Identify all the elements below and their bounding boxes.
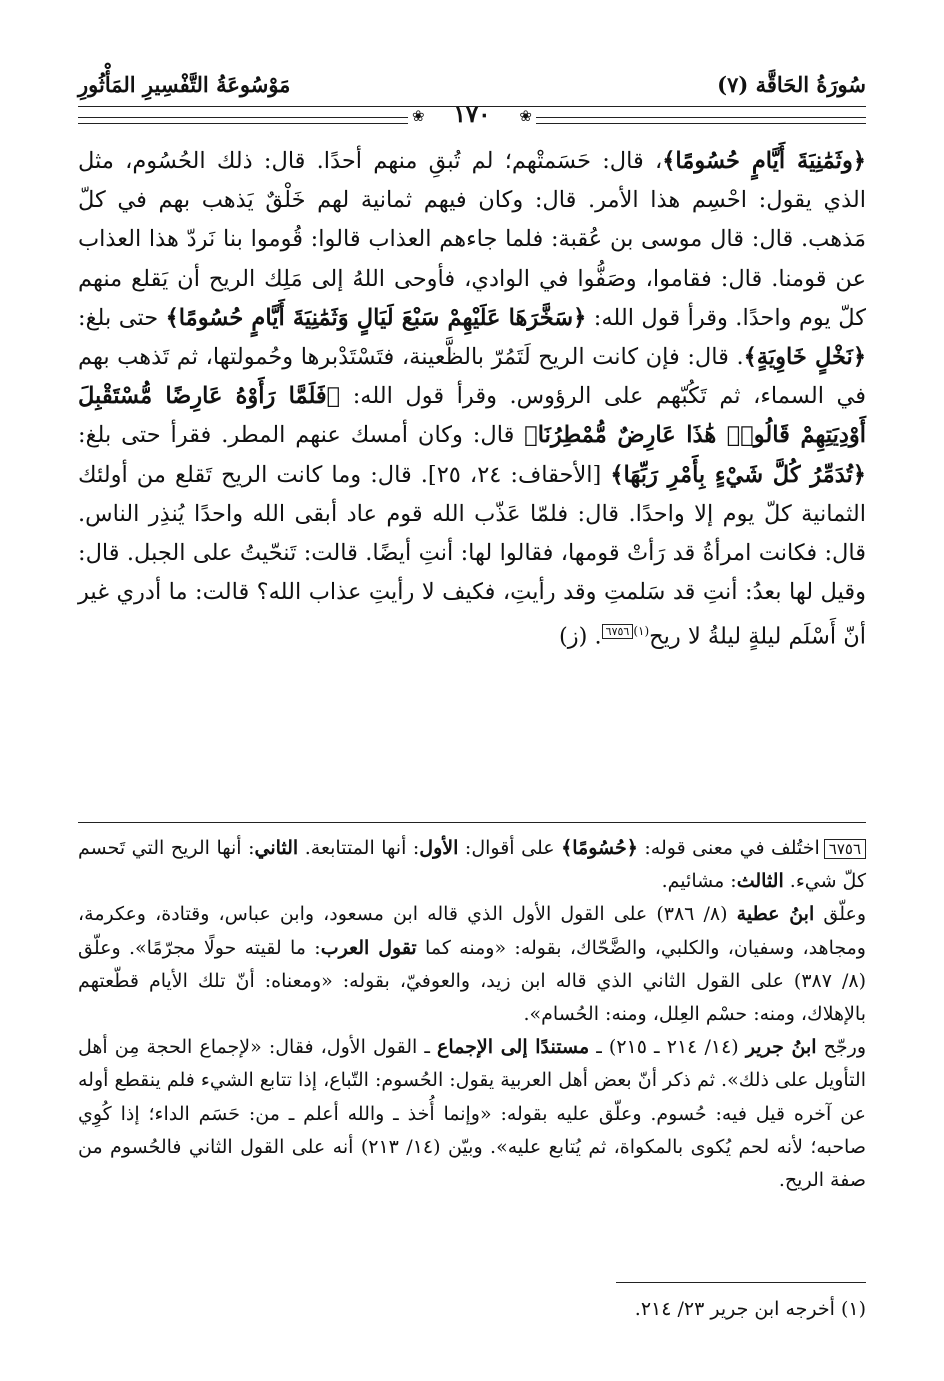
page-number-row — [78, 101, 866, 130]
text-run: ، قال: حَسَمتْهم؛ لم تُبقِ منهم أحدًا. قال: ذلك الحُسُوم، مثل الذي يقول: احْسِم هذا الأمر. قال: وكان فيهم ثمانية لهم خَلْقٌ يَذهب بهم في كلّ مَذهب. قال: قال موسى بن عُقبة: فلما جاءهم العذاب قالوا: قُوموا بنا نَردّ هذا العذاب عن قومنا. قال: فقاموا، وصَفُّوا في الوادي، فأوحى اللهُ إلى مَلِك الريح أن يَقلع منهم كلّ يوم واحدًا. وقرأ قول الله: — [78, 148, 866, 331]
main-text — [78, 142, 866, 657]
text-run: : ما لقيته حولًا مجرّمًا». وعلّق (٨/ ٣٨٧) على القول الثاني الذي قاله ابن زيد، والعوفيّ، بقوله: «ومعناه: أنّ تلك الأيام قطّعتهم بالإهلاك، ومنه: حسْم العِلل، ومنه: الحُسام». — [78, 936, 866, 1026]
text-run: : مشائيم. — [661, 870, 737, 893]
text-run: ـ القول الأول، فقال: «لإجماع الحجة مِن أهل التأويل على ذلك». ثم ذكر أنّ بعض أهل العربية يقول: الحُسوم: التّباع، إذا تتابع الشيء فلم ينقطع أوله عن آخره قيل فيه: حُسوم. وعلّق عليه بقوله: «وإنما أُخذ ـ والله أعلم ـ من: حَسَم الداء؛ إذا كُوِي صاحبه؛ لأنه لحم يُكوى بالمكواة، ثم يُتابع عليه». وبيّن (١٤/ ٢١٣) أنه على القول الثاني فالحُسوم من صفة الريح. — [78, 1036, 866, 1192]
footnote: (١) أخرجه ابن جرير ٢٣/ ٢١٤. — [634, 1298, 866, 1320]
keyword: الثاني — [254, 837, 299, 859]
text-run: ورجّح — [816, 1036, 867, 1059]
note-reference[interactable]: ٦٧٥٦ — [602, 624, 634, 639]
text-run: حتى بلغ: — [78, 304, 166, 331]
note-paragraph — [78, 1031, 866, 1197]
ornamental-rule-left — [78, 117, 408, 124]
text-run: على أقوال: — [458, 837, 562, 859]
surah-title: سُورَةُ الحَاقَّة (٧) — [717, 72, 866, 97]
text-run: (١٤/ ٢١٤ ـ ٢١٥) ـ — [589, 1036, 746, 1059]
text-run: وعلّق — [814, 903, 866, 926]
quran-quote: ﴿نَخْلٍ خَاوِيَةٍ﴾ — [743, 344, 867, 371]
footnote-divider — [616, 1282, 866, 1283]
text-run: [الأحقاف: ٢٤، ٢٥]. قال: وما كانت الريح تَقلع من أولئك الثمانية كلّ يوم إلا واحدًا. قال: فلمّا عَذّب الله قوم عاد أبقى الله واحدًا يُنذِر الناس. قال: فكانت امرأةُ قد رَأتْ قومها، فقالوا لها: أنتِ أيضًا. قالت: تَنحّيتُ على الجبل. قال: وقيل لها بعدُ: أنتِ قد سَلمتِ وقد رأيتِ، فكيف لا رأيتِ عذاب الله؟ قالت: ما أدري غير أنّ أَسْلَم ليلةٍ ليلةُ لا ريح — [78, 461, 866, 650]
scholar-name: ابنُ عطية — [736, 903, 815, 926]
text-run: : أنها الريح التي تَحسم كلّ شيء. — [78, 837, 866, 893]
quran-quote: ﴿حُسُومًا﴾ — [561, 837, 638, 859]
keyword: مستندًا إلى الإجماع — [437, 1036, 590, 1059]
text-run: اختُلف في معنى قوله: — [637, 837, 820, 859]
quran-quote: ﴿فَلَمَّا رَأَوْهُ عَارِضًا مُّسْتَقْبِلَ أَوْدِيَتِهِمْ قَالُوا۟ هَٰذَا عَارِضٌ مُّمْطِرُنَا﴾ — [78, 383, 866, 449]
quran-quote: ﴿تُدَمِّرُ كُلَّ شَيْءٍ بِأَمْرِ رَبِّهَا﴾ — [610, 461, 866, 488]
keyword: تقول العرب — [320, 936, 417, 959]
flourish-icon: ❀ — [412, 107, 425, 125]
text-run: . قال: فإن كانت الريح لَتَمُرّ بالظَّعينة، فتَسْتَدْبرها وحُمولتها، ثم تَذهب بهم في السماء، ثم تَكُبّهم على الرؤوس. وقرأ قول الله: — [78, 344, 866, 410]
text-run: (٨/ ٣٨٦) على القول الأول الذي قاله ابن مسعود، وابن عباس، وقتادة، وعكرمة، ومجاهد، وسفيان، والكلبي، والضَّحّاك، بقوله: «ومنه كما — [78, 903, 866, 959]
page-number: ١٧٠ — [453, 101, 491, 128]
note-paragraph — [78, 898, 866, 1031]
quran-quote: ﴿وثَمَٰنِيَةَ أَيَّامٍ حُسُومًا﴾ — [662, 148, 866, 174]
source-tag: . (ز) — [558, 623, 602, 650]
quran-quote: ﴿سَخَّرَهَا عَلَيْهِمْ سَبْعَ لَيَالٍ وَثَمَٰنِيَةَ أَيَّامٍ حُسُومًا﴾ — [165, 304, 587, 331]
notes-divider — [78, 822, 866, 823]
keyword: الأول — [419, 837, 459, 859]
note-number: ٦٧٥٦ — [824, 839, 866, 859]
commentary-notes — [78, 832, 866, 1197]
flourish-icon: ❀ — [519, 107, 532, 125]
scholar-name: ابنُ جرير — [745, 1036, 817, 1059]
text-run: : أنها المتتابعة. — [298, 837, 420, 859]
note-paragraph — [78, 832, 866, 898]
main-paragraph — [78, 142, 866, 657]
keyword: الثالث — [736, 870, 784, 893]
book-title: مَوْسُوعَةُ التَّفْسِيرِ المَأْثُورِ — [78, 72, 291, 97]
text-run: قال: وكان أمسك عنهم المطر. فقرأ حتى بلغ: — [78, 422, 525, 449]
footnote-marker[interactable]: (١) — [633, 624, 650, 639]
